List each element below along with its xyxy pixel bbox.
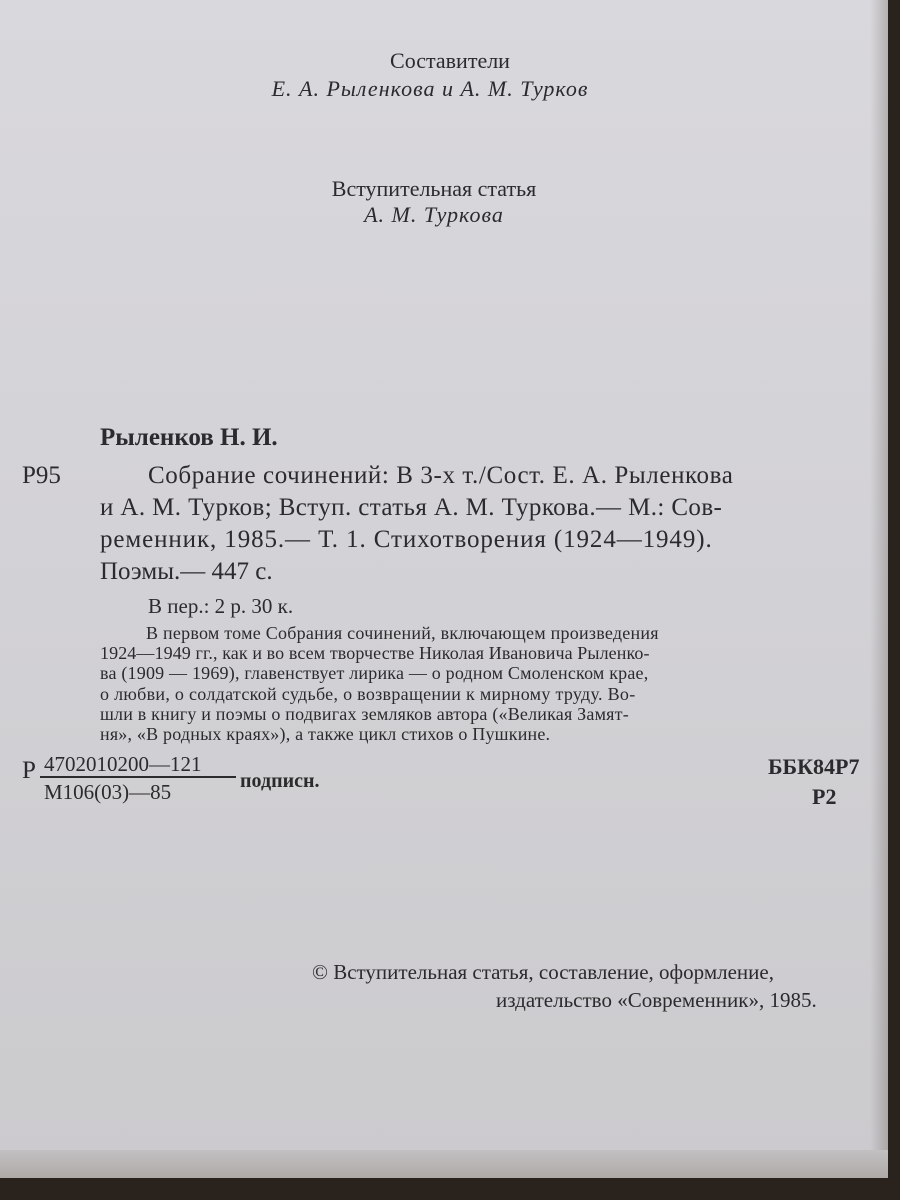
index-numerator: 4702010200—121 (44, 752, 202, 776)
compilers-names: Е. А. Рыленкова и А. М. Турков (271, 76, 589, 101)
catalog-line-3: ременник, 1985.— Т. 1. Стихотворения (1924—1949). (100, 526, 713, 553)
catalog-line-2: и А. М. Турков; Вступ. статья А. М. Туркова.— М.: Сов- (100, 494, 723, 521)
index-denominator: М106(03)—85 (44, 780, 172, 804)
catalog-price: В пер.: 2 р. 30 к. (148, 594, 294, 618)
annotation-line-4: о любви, о солдатской судьбе, о возвращении к мирному труду. Во- (100, 684, 636, 704)
catalog-code: Р95 (22, 462, 61, 489)
copyright-line-2: издательство «Современник», 1985. (496, 988, 817, 1012)
index-note: подписн. (240, 770, 320, 792)
udc-code: Р2 (812, 784, 837, 809)
copyright-line-1: © Вступительная статья, составление, оформление, (312, 960, 774, 984)
page-shadow (870, 0, 888, 1178)
compilers-heading: Составители (390, 48, 510, 73)
bbk-code: ББК84Р7 (768, 754, 860, 779)
index-letter: Р (22, 757, 36, 784)
page-bottom-edge (0, 1150, 888, 1178)
annotation-line-2: 1924—1949 гг., как и во всем творчестве Николая Ивановича Рыленко- (100, 643, 650, 663)
intro-heading: Вступительная статья (331, 176, 537, 201)
annotation-line-3: ва (1909 — 1969), главенствует лирика — о родном Смоленском крае, (100, 663, 649, 683)
annotation-line-1: В первом томе Собрания сочинений, включающем произведения (146, 623, 659, 643)
annotation-line-5: шли в книгу и поэмы о подвигах земляков автора («Великая Замят- (100, 704, 629, 724)
index-fraction-bar (40, 776, 236, 778)
intro-author: А. М. Туркова (364, 202, 504, 227)
catalog-line-1: Собрание сочинений: В 3-х т./Сост. Е. А. Рыленкова (148, 462, 734, 489)
catalog-line-4: Поэмы.— 447 с. (100, 558, 273, 585)
annotation-line-6: ня», «В родных краях»), а также цикл стихов о Пушкине. (100, 724, 551, 744)
catalog-author-heading: Рыленков Н. И. (100, 424, 278, 451)
